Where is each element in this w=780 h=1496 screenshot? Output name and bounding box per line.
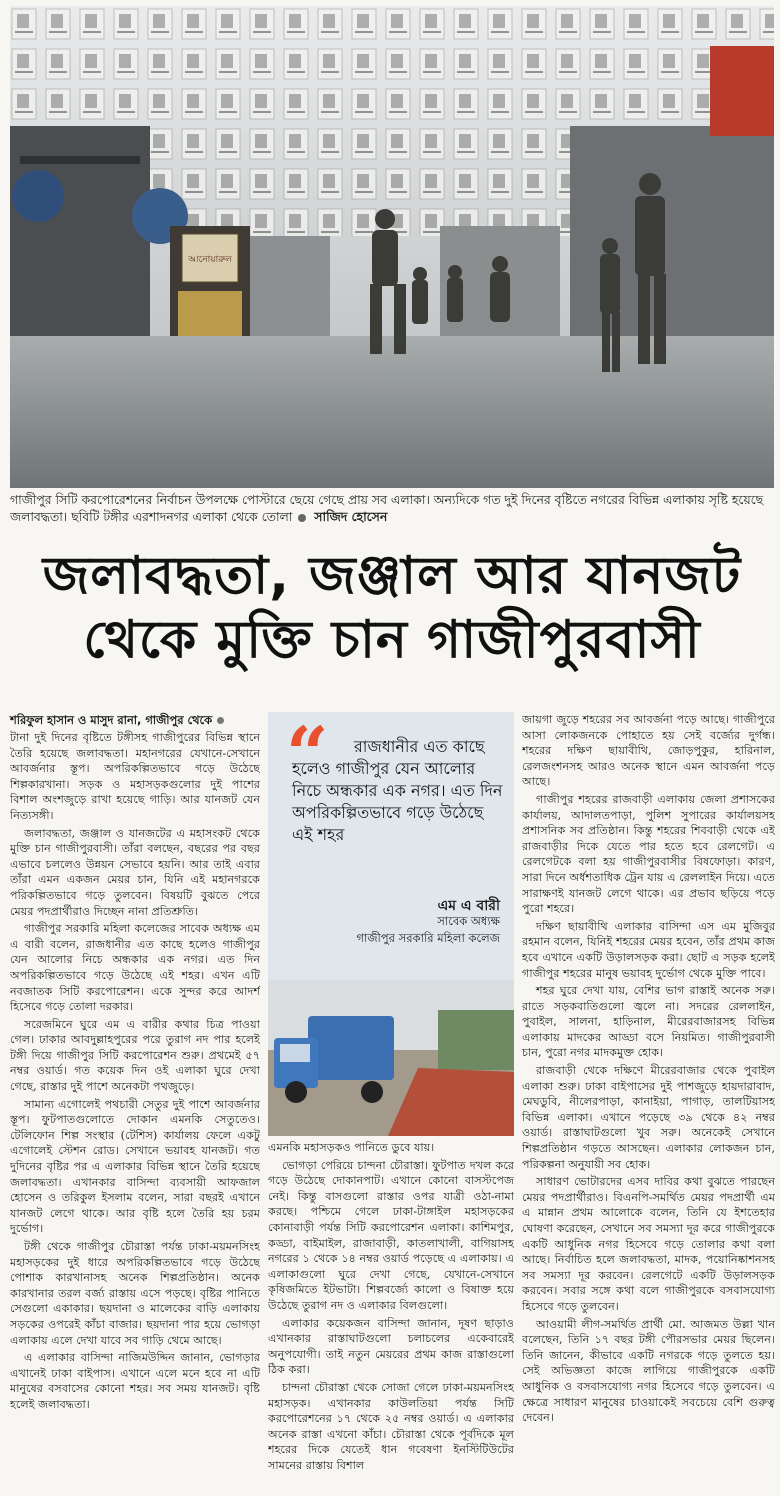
quote-author-role: সাবেক অধ্যক্ষ xyxy=(437,914,500,928)
paragraph: সামান্য এগোলেই পথচারী সেতুর দুই পাশে আবর্জনার স্তূপ। ফুটপাতগুলোতে দোকান এমনকি সেতুতেও। টেলিফোন শিল্প সংস্থার (টেশিস) কার্যালয় ফেলে একটু এগোলেই স্টেশন রোড। সেখানে ভয়াবহ যানজট। গত দুদিনের বৃষ্টির পর এ এলাকার বিভিন্ন স্থানে তৈরি হয়েছে জলাবদ্ধতা। এখানকার বাসিন্দা ব্যবসায়ী আফজাল হোসেন ও তরিকুল ইসলাম বলেন, সারা বছরই এখানে যানজট লেগে থাকে। আর বৃষ্টি হলে তৈরি হয় চরম দুর্ভোগ। xyxy=(10,1097,260,1236)
quote-author-org: গাজীপুর সরকারি মহিলা কলেজ xyxy=(356,931,500,945)
paragraph: আওয়ামী লীগ-সমর্থিত প্রার্থী মো. আজমত উল্লা খান বলেছেন, তিনি ১৭ বছর টঙ্গী পৌরসভার মেয়র ছিলেন। তিনি জানেন, কীভাবে একটি নগরকে গড়ে তুলতে হয়। সেই অভিজ্ঞতা কাজে লাগিয়ে গাজীপুরকে একটি আধুনিক ও বসবাসযোগ্য নগর হিসেবে গড়ে তুলবেন। এ ক্ষেত্রে সাধারণ মানুষের চাওয়াকেই সবচেয়ে বেশি গুরুত্ব দেবেন। xyxy=(522,1317,775,1425)
pull-quote xyxy=(268,712,514,1012)
quote-text: রাজধানীর এত কাছে হলেও গাজীপুর যেন আলোর নিচে অন্ধকার এক নগর। এত দিন অপরিকল্পিতভাবে গড়ে উঠেছে এই শহর xyxy=(292,737,503,844)
article-column-3 xyxy=(522,712,775,1492)
quote-author: এম এ বারী xyxy=(437,898,500,914)
flood-street-photo xyxy=(10,6,774,488)
photo-credit: সাজিদ হোসেন xyxy=(314,509,388,524)
paragraph: জলাবদ্ধতা, জঞ্জাল ও যানজটের এ মহাসংকট থেকে মুক্তি চান গাজীপুরবাসী। তাঁরা বলছেন, বছরের পর বছর এভাবে চললেও উন্নয়ন সেভাবে হয়নি। আর তাই এবার তাঁরা এমন একজন মেয়র চান, যিনি এই মহানগরকে পরিকল্পিতভাবে গড়ে তুলবেন। বিষয়টি বুঝতে পেরে মেয়র পদপ্রার্থীরাও দিচ্ছেন নানা প্রতিশ্রুতি। xyxy=(10,826,260,918)
headline xyxy=(10,544,774,672)
article-column-2 xyxy=(268,1140,514,1490)
paragraph: রাজবাড়ী থেকে দক্ষিণে মীরেরবাজার থেকে পুবাইল এলাকা শুরু। ঢাকা বাইপাসের দুই পাশজুড়ে হায়দারাবাদ, মেঘডুবি, নীলেরপাড়া, কানাইয়া, পাগাড়, তালটিয়াসহ বিভিন্ন এলাকা। এখানে পড়েছে ৩৯ থেকে ৪২ নম্বর ওয়ার্ড। রাস্তাঘাটগুলো খুব সরু। অনেকেই সেখানে শিল্পপ্রতিষ্ঠান গড়তে আসছেন। এলাকার লোকজন চান, পরিকল্পনা অনুযায়ী সব হোক। xyxy=(522,1064,775,1171)
paragraph: এ এলাকার বাসিন্দা নাজিমউদ্দিন জানান, ভোগড়ার এখানেই ঢাকা বাইপাস। এখানে এলে মনে হবে না এটি মানুষের বসবাসের কোনো শহর। সব সময় যানজট। বৃষ্টি হলেই জলাবদ্ধতা। xyxy=(10,1351,260,1411)
paragraph: এমনকি মহাসড়কও পানিতে ডুবে যায়। xyxy=(268,1141,435,1154)
byline-text: শরিফুল হাসান ও মাসুদ রানা, গাজীপুর থেকে xyxy=(10,713,213,727)
quote-mark-icon: “ xyxy=(286,712,329,798)
garbage-truck-photo xyxy=(268,980,514,1136)
paragraph: টঙ্গী থেকে গাজীপুর চৌরাস্তা পর্যন্ত ঢাকা-ময়মনসিংহ মহাসড়কের দুই ধারে অপরিকল্পিতভাবে গড়ে উঠেছে পোশাক কারখানাসহ অনেক শিল্পপ্রতিষ্ঠান। অনেক কারখানার তরল বর্জ্য রাস্তায় এসে পড়ছে। বৃষ্টির পানিতে সেগুলো একাকার। ছয়দানা ও মালেকের বাড়ি এলাকায় সড়কের ওপরেই কাঁচা বাজার। ছয়দানা পার হয়ে ভোগড়া এলাকায় এলে দেখা যাবে সব গাড়ি থেমে আছে। xyxy=(10,1240,260,1347)
photo-caption xyxy=(10,491,774,525)
paragraph: দক্ষিণ ছায়াবীথি এলাকার বাসিন্দা এস এম মুজিবুর রহমান বলেন, যিনিই শহরের মেয়র হবেন, তাঁর প্রথম কাজ হবে এখানে একটি উড়ালসড়ক করা। ছোট এ সড়ক হলেই গাজীপুর শহরের মানুষ ভয়াবহ দুর্ভোগ থেকে মুক্তি পাবে। xyxy=(522,919,775,980)
paragraph: সাধারণ ভোটারদের এসব দাবির কথা বুঝতে পারছেন মেয়র পদপ্রার্থীরাও। বিএনপি-সমর্থিত মেয়র পদপ্রার্থী এম এ মান্নান প্রথম আলোকে বলেন, তিনি যে ইশতেহার ঘোষণা করেছেন, সেখানে সব সমস্যা দূর করে গাজীপুরকে একটি আধুনিক নগর হিসেবে গড়ে তোলার কথা বলা আছে। নির্বাচিত হলে জলাবদ্ধতা, মাদক, পয়োনিষ্কাশনসহ সব সমস্যা দূর করবেন। রেলগেটে একটি উড়ালসড়ক করবেন। সবার সঙ্গে কথা বলে গাজীপুরকে বসবাসযোগ্য হিসেবে গড়ে তুলবেন। xyxy=(522,1175,775,1313)
paragraph: এলাকার কয়েকজন বাসিন্দা জানান, দূষণ ছাড়াও এখানকার রাস্তাঘাটগুলো চলাচলের একেবারেই অনুপযোগী। তাই নতুন মেয়রের প্রথম কাজ রাস্তাগুলো ঠিক করা। xyxy=(268,1316,514,1377)
paragraph: টানা দুই দিনের বৃষ্টিতে টঙ্গীসহ গাজীপুরের বিভিন্ন স্থানে তৈরি হয়েছে জলাবদ্ধতা। মহানগরের যেখানে-সেখানে আবর্জনার স্তূপ। অপরিকল্পিতভাবে গড়ে উঠেছে শিল্পকারখানা। সড়ক ও মহাসড়কগুলোর দুই পাশের বিশাল অংশজুড়ে রাখা হয়েছে গাড়ি। আর যানজট যেন নিত্যসঙ্গী। xyxy=(10,731,260,822)
paragraph: ভোগড়া পেরিয়ে চান্দনা চৌরাস্তা। ফুটপাত দখল করে গড়ে উঠেছে দোকানপাট। এখানে কোনো বাসস্টপেজ নেই। কিন্তু বাসগুলো রাস্তার ওপর যাত্রী ওঠা-নামা করছে। পশ্চিমে গেলে ঢাকা-টাঙ্গাইল মহাসড়কের কোনাবাড়ী পর্যন্ত সিটি করপোরেশন এলাকা। কাশিমপুর, কড্ডা, বাইমাইল, রাজাবাড়ী, কাতলাখালী, বাগিয়াসহ নগরের ১ থেকে ১৪ নম্বর ওয়ার্ড পড়েছে এ এলাকায়। এ এলাকাগুলো ঘুরে দেখা গেছে, যেখানে-সেখানে কৃষিজমিতে ইটভাটা। শিল্পবর্জ্যে কালো ও বিষাক্ত হয়ে উঠেছে তুরাগ নদ ও এলাকার বিলগুলো। xyxy=(268,1158,514,1312)
paragraph: গাজীপুর শহরের রাজবাড়ী এলাকায় জেলা প্রশাসকের কার্যালয়, আদালতপাড়া, পুলিশ সুপারের কার্যালয়সহ প্রশাসনিক সব প্রতিষ্ঠান। কিন্তু শহরের শিববাড়ী থেকে এই রাজবাড়ীর দিকে যেতে পার হতে হবে রেলগেট। এ রেলগেটকে বলা হয় গাজীপুরবাসীর বিষফোড়া। কারণ, সারা দিনে অর্ধশতাধিক ট্রেন যায় এ রেললাইন দিয়ে। এতে সারাক্ষণই যানজট লেগে থাকে। এর প্রভাব ছড়িয়ে পড়ে পুরো শহরে। xyxy=(522,792,775,916)
rickshaw-poster-text: আনোয়ারুল xyxy=(188,255,232,265)
paragraph: জায়গা জুড়ে শহরের সব আবর্জনা পড়ে আছে। গাজীপুরে আসা লোকজনকে পোহাতে হয় সেই বর্জ্যের দুর্গন্ধ। শহরের দক্ষিণ ছায়াবীথি, জোড়পুকুর, হারিনাল, রেলজংশনসহ আরও অনেক স্থানে এমন আবর্জনা পড়ে আছে। xyxy=(522,713,775,789)
caption-text: গাজীপুর সিটি করপোরেশনের নির্বাচন উপলক্ষে পোস্টারে ছেয়ে গেছে প্রায় সব এলাকা। অন্যদিকে গত দুই দিনের বৃষ্টিতে নগরের বিভিন্ন এলাকায় সৃষ্টি হয়েছে জলাবদ্ধতা। ছবিটি টঙ্গীর এরশাদনগর এলাকা থেকে তোলা xyxy=(10,492,764,524)
paragraph: গাজীপুর সরকারি মহিলা কলেজের সাবেক অধ্যক্ষ এম এ বারী বলেন, রাজধানীর এত কাছে হলেও গাজীপুর যেন আলোর নিচে অন্ধকার এক নগর। এত দিন অপরিকল্পিতভাবে গড়ে উঠেছে এই শহর। এখন এটি নবজাতক সিটি করপোরেশন। একে সুন্দর করে আদর্শ হিসেবে গড়ে তোলা দরকার। xyxy=(10,922,260,1014)
headline-line-2: থেকে মুক্তি চান গাজীপুরবাসী xyxy=(83,610,701,670)
paragraph: শহর ঘুরে দেখা যায়, বেশির ভাগ রাস্তাই অনেক সরু। রাতে সড়কবাতিগুলো জ্বলে না। সদরের রেললাইন, পুবাইল, সালনা, হাড়িনাল, মীরেরবাজারসহ বিভিন্ন এলাকায় মাদকের আড্ডা বসে নিয়মিত। গাজীপুরবাসী চান, পুরো নগর মাদকমুক্ত হোক। xyxy=(522,984,775,1060)
paragraph: চান্দনা চৌরাস্তা থেকে সোজা গেলে ঢাকা-ময়মনসিংহ মহাসড়ক। এখানকার কাউলতিয়া পর্যন্ত সিটি করপোরেশনের ১৭ থেকে ২৫ নম্বর ওয়ার্ড। এ এলাকার অনেক রাস্তা এখনো কাঁচা। চৌরাস্তা থেকে পূর্বদিকে মূল শহরের দিকে যেতেই ধান গবেষণা ইনস্টিটিউটের সামনের রাস্তায় বিশাল xyxy=(268,1380,514,1472)
paragraph: সরেজমিনে ঘুরে এম এ বারীর কথার চিত্র পাওয়া গেল। ঢাকার আবদুল্লাহপুরের পরে তুরাগ নদ পার হলেই টঙ্গী দিয়ে গাজীপুর সিটি করপোরেশন শুরু। প্রথমেই ৫৭ নম্বর ওয়ার্ড। গত কয়েক দিন ওই এলাকা ঘুরে দেখা গেছে, রাস্তার দুই পাশে অনেকটা পথজুড়ে। xyxy=(10,1017,260,1094)
byline-dot-icon xyxy=(217,717,224,724)
byline xyxy=(10,712,260,731)
headline-line-1: জলাবদ্ধতা, জঞ্জাল আর যানজট xyxy=(42,546,742,606)
credit-dot-icon xyxy=(298,514,306,522)
article-column-1 xyxy=(10,730,260,1490)
